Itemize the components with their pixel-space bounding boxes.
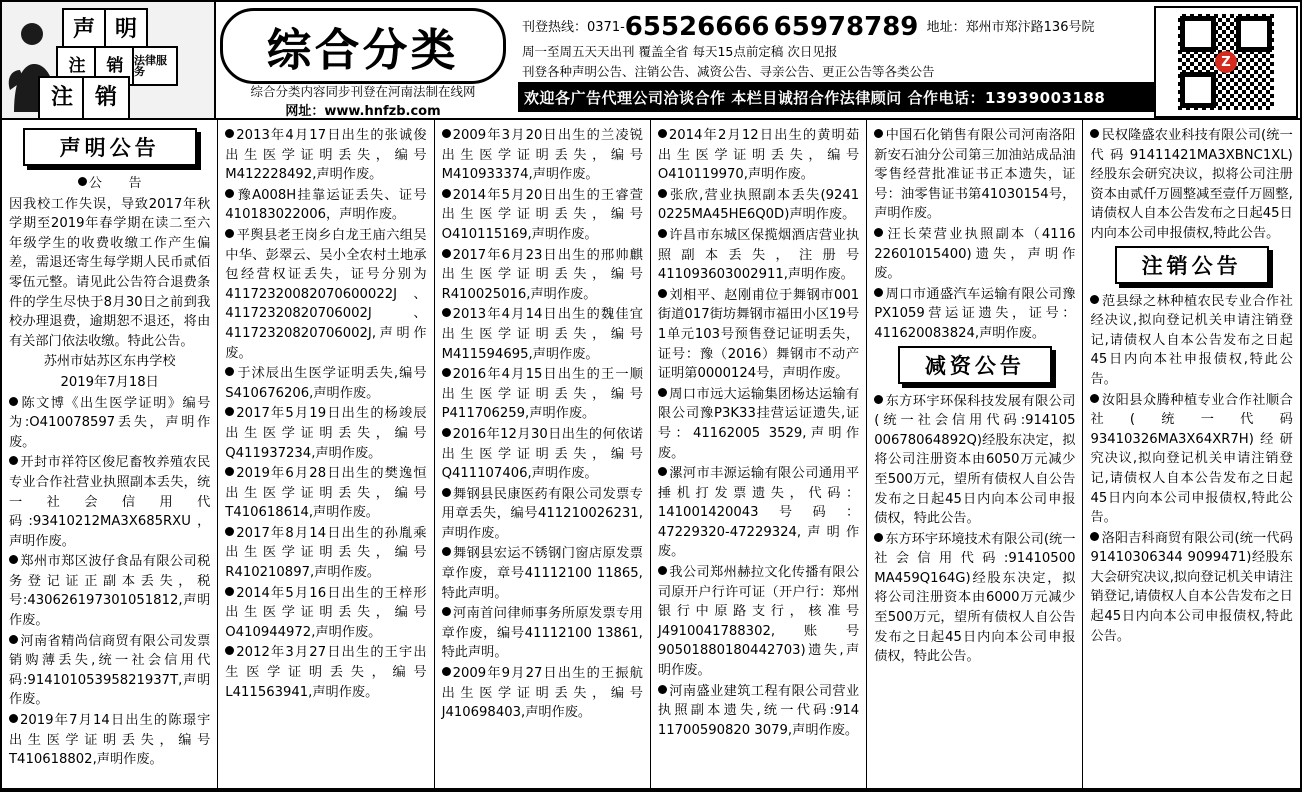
bullet-icon xyxy=(658,229,667,238)
entry-text: 豫A008H挂靠运证丢失、证号410183022006，声明作废。 xyxy=(225,187,427,223)
bullet-icon xyxy=(442,667,451,676)
column-2-entries xyxy=(225,126,426,702)
masthead-cube-2: 明 xyxy=(104,8,148,52)
classified-entry xyxy=(9,632,210,710)
entry-text: 2017年8月14日出生的孙胤乘出生医学证明丢失，编号R410210897,声明作废。 xyxy=(225,525,427,581)
entry-text: 东方环宇环境技术有限公司(统一社会信用代码:91410500 MA459Q164G)经股东决定，拟将公司注册资本由6000万元减少至500万元，望所有债权人自公告发布之日起45日内向本公司申报债权，特此公告。 xyxy=(874,531,1076,665)
classified-entry xyxy=(1090,529,1292,647)
section-heading-capital-reduction xyxy=(898,346,1052,384)
classified-entry xyxy=(658,464,859,562)
bullet-icon xyxy=(658,189,667,198)
classified-entry xyxy=(225,186,426,225)
classified-entry xyxy=(442,544,643,603)
classified-entry xyxy=(658,126,859,185)
entry-text: 周口市远大运输集团杨达运输有限公司豫P3K33挂营运证遗失,证号：41162005 3529,声明作废。 xyxy=(657,386,860,461)
services-text: 刊登各种声明公告、注销公告、减资公告、寻亲公告、更正公告等各类公告 xyxy=(522,64,935,79)
column-6-entries-top xyxy=(1090,126,1292,244)
bullet-icon xyxy=(442,488,451,497)
bullet-icon xyxy=(658,388,667,397)
entry-text: 2019年7月18日 xyxy=(60,374,159,390)
masthead-cube-3: 注 xyxy=(56,46,98,86)
classified-entry xyxy=(225,464,426,523)
classified-entry xyxy=(225,126,426,185)
classified-entry xyxy=(442,425,643,484)
header-website: 网址：www.hnfzb.com xyxy=(285,104,441,119)
entry-text: 周口市通盛汽车运输有限公司豫PX1059营运证遗失，证号：411620083824,声明作废。 xyxy=(874,286,1076,341)
classified-entry xyxy=(1090,126,1292,244)
classified-entry xyxy=(442,485,643,544)
entry-text: 2017年6月23日出生的邢帅麒出生医学证明丢失，编号R410025016,声明作废。 xyxy=(441,247,643,302)
entry-text: 2016年12月30日出生的何依诺出生医学证明丢失，编号Q411107406,声明作废。 xyxy=(441,426,643,482)
bullet-icon xyxy=(225,129,234,138)
classified-entry xyxy=(874,126,1075,224)
column-5 xyxy=(867,120,1083,790)
bullet-icon xyxy=(442,368,451,377)
hotline-row xyxy=(522,12,1142,42)
entry-text: 漯河市丰源运输有限公司通用平捶机打发票遗失，代码：141001420043号码：47229320-47229324,声明作废。 xyxy=(657,466,860,560)
classified-entry xyxy=(658,682,859,741)
classified-entry xyxy=(442,186,643,245)
entry-text: 洛阳吉科商贸有限公司(统一代码91410306344 9099471)经股东大会研究决议,拟向登记机关申请注销登记,请债权人自本公告发布之日起45日内向本公司申报债权,特此公告。 xyxy=(1090,530,1293,644)
entry-text: 河南首问律师事务所原发票专用章作废，编号41112100 13861,特此声明。 xyxy=(441,606,643,661)
hotline-number-2: 65978789 xyxy=(773,12,919,42)
bullet-icon xyxy=(78,177,87,186)
masthead-cube-1: 声 xyxy=(62,8,106,52)
bullet-icon xyxy=(658,289,667,298)
entry-text: 舞钢县宏运不锈钢门窗店原发票章作废，章号41112100 11865,特此声明。 xyxy=(441,546,643,601)
bullet-icon xyxy=(874,288,883,297)
entry-text: 范县绿之林种植农民专业合作社经决议,拟向登记机关申请注销登记,请债权人自本公告发布之日起45日内向本社申报债权,特此公告。 xyxy=(1090,293,1293,387)
classified-columns xyxy=(2,120,1300,790)
column-6-entries-bottom xyxy=(1090,292,1292,647)
classified-entry xyxy=(225,524,426,583)
bullet-icon xyxy=(442,189,451,198)
classified-entry xyxy=(658,286,859,384)
bullet-icon xyxy=(1090,394,1099,403)
classified-entry xyxy=(874,530,1075,667)
bullet-icon xyxy=(9,714,18,723)
bullet-icon xyxy=(9,555,18,564)
column-1 xyxy=(2,120,218,790)
entry-text: 公 告 xyxy=(88,176,142,191)
bullet-icon xyxy=(9,397,18,406)
column-1-entries xyxy=(9,174,210,770)
classified-entry xyxy=(1090,292,1292,390)
classified-entry xyxy=(225,404,426,463)
classified-entry xyxy=(225,226,426,363)
classified-entry xyxy=(9,711,210,770)
entry-text: 许昌市东城区保揽烟酒店营业执照副本丢失，注册号411093603002911,声明作废。 xyxy=(657,227,860,283)
classified-entry xyxy=(658,186,859,225)
section-heading-label: 声明公告 xyxy=(59,136,160,160)
bullet-icon xyxy=(9,635,18,644)
bullet-icon xyxy=(225,407,234,416)
entry-text: 2012年3月27日出生的王宇出生医学证明丢失，编号L411563941,声明作废。 xyxy=(225,645,427,700)
bullet-icon xyxy=(9,456,18,465)
entry-text: 刘相平、赵刚甫位于舞钢市001街道017街坊舞钢市福田小区19号1单元103号预售登记证明丢失，证号：豫（2016）舞钢市不动产证明第0000124号，声明作废。 xyxy=(657,287,860,382)
column-3 xyxy=(435,120,651,790)
bullet-icon xyxy=(442,308,451,317)
entry-text: 2014年5月16日出生的王梓形出生医学证明丢失，编号O410944972,声明作废。 xyxy=(225,585,427,640)
classified-entry xyxy=(442,126,643,185)
column-4-entries xyxy=(658,126,859,740)
entry-text: 开封市祥符区俊尼畜牧养殖农民专业合作社营业执照副本丢失，统一社会信用代码:93410212MA3X685RXU，声明作废。 xyxy=(9,455,211,549)
classified-entry xyxy=(442,664,643,723)
column-5-entries-top xyxy=(874,126,1075,344)
bullet-icon xyxy=(442,607,451,616)
bullet-icon xyxy=(1090,129,1099,138)
page-header xyxy=(2,2,1300,120)
entry-text: 舞钢县民康医药有限公司发票专用章丢失，编号411210026231,声明作废。 xyxy=(441,486,643,541)
qr-corner-icon xyxy=(1180,72,1216,108)
bullet-icon xyxy=(1090,295,1099,304)
entry-text: 因我校工作失误，导致2017年秋学期至2019年春学期在读二至六年级学生的收费收缴工作产生偏差，需退还寄生每学期人民币贰佰零伍元整。请见此公告符合退费条件的学生尽快于8月30日之前到我校办理退费，逾期恕不退还，将由有关部门依法收缴。特此公告。 xyxy=(9,196,211,349)
header-subtitle: 综合分类内容同步刊登在河南法制在线网 xyxy=(250,84,476,99)
entry-text: 2013年4月17日出生的张诚俊出生医学证明丢失，编号M412228492,声明作废。 xyxy=(225,128,427,183)
section-heading-declaration xyxy=(23,128,197,166)
bullet-icon xyxy=(225,527,234,536)
masthead-cube-4: 销 xyxy=(94,46,136,86)
bullet-icon xyxy=(225,229,234,238)
bullet-icon xyxy=(225,367,234,376)
hotline-number-1: 65526666 xyxy=(624,12,770,42)
entry-text: 民权隆盛农业科技有限公司(统一代码91411421MA3XBNC1XL)经股东会研究决议，拟将公司注册资本由贰仟万圆整减至壹仟万圆整,请债权人自本公告发布之日起45日内向本公司申报债权,特此公告。 xyxy=(1090,128,1293,241)
classified-entry xyxy=(9,453,210,551)
bullet-icon xyxy=(442,129,451,138)
entry-text: 郑州市郑区波仔食品有限公司税务登记证正副本丢失，税号:430626197301051812,声明作废。 xyxy=(9,554,211,629)
classified-entry xyxy=(442,305,643,364)
entry-text: 2019年7月14日出生的陈璟宇出生医学证明丢失，编号T410618802,声明作废。 xyxy=(9,713,211,768)
classified-entry xyxy=(658,385,859,463)
classified-entry xyxy=(225,584,426,643)
masthead-cube-7: 销 xyxy=(82,76,130,118)
bullet-icon xyxy=(874,395,883,404)
entry-text: 张欣,营业执照副本丢失(9241 0225MA45HE6Q0D)声明作废。 xyxy=(657,187,860,223)
bullet-icon xyxy=(442,249,451,258)
classified-entry xyxy=(658,226,859,285)
classified-entry xyxy=(874,392,1075,529)
entry-text: 2019年6月28日出生的樊逸恒出生医学证明丢失，编号T410618614,声明作废。 xyxy=(225,466,427,521)
address-text: 地址：郑州市郑汴路136号院 xyxy=(926,20,1095,35)
classified-entry xyxy=(442,246,643,305)
column-5-entries-bottom xyxy=(874,392,1075,667)
classified-entry xyxy=(9,552,210,630)
bullet-icon xyxy=(225,587,234,596)
classified-entry xyxy=(1090,391,1292,528)
classified-entry xyxy=(874,225,1075,284)
entry-text: 汪长荣营业执照副本（4116 22601015400)遗失，声明作废。 xyxy=(874,226,1076,282)
entry-text: 2014年5月20日出生的王睿萱出生医学证明丢失，编号O410115169,声明作废。 xyxy=(441,187,643,242)
column-6 xyxy=(1083,120,1299,790)
entry-text: 平舆县老王岗乡白龙王庙六组吴中华、彭翠云、吴小全农村土地承包经营权证丢失，证号分别为41172320082070600022J、41172320820706002J、41172320820706002J,声明作废。 xyxy=(225,227,427,361)
classified-entry xyxy=(874,285,1075,344)
entry-text: 河南省精尚信商贸有限公司发票销购薄丢失,统一社会信用代码:91410105395821937T,声明作废。 xyxy=(9,633,211,708)
classified-entry xyxy=(658,563,859,681)
qr-code-icon xyxy=(1178,14,1274,110)
bullet-icon xyxy=(658,566,667,575)
masthead-cube-6: 注 xyxy=(38,76,86,118)
entry-text: 2014年2月12日出生的黄明茹出生医学证明丢失，编号O410119970,声明作废。 xyxy=(657,128,860,183)
entry-text: 2009年3月20日出生的兰凌锐出生医学证明丢失，编号M410933374,声明作废。 xyxy=(441,128,643,183)
entry-text: 中国石化销售有限公司河南洛阳新安石油分公司第三加油站成品油零售经营批准证书正本遗失，证号：油零售证书第41030154号，声明作废。 xyxy=(874,128,1076,222)
entry-text: 2009年9月27日出生的王振航出生医学证明丢失，编号J410698403,声明作废。 xyxy=(441,666,643,721)
section-heading-label: 注销公告 xyxy=(1141,253,1242,278)
entry-text: 2013年4月14日出生的魏佳宜出生医学证明丢失，编号M411594695,声明作废。 xyxy=(441,307,643,362)
classified-entry xyxy=(225,643,426,702)
entry-text: 东方环宇环保科技发展有限公司(统一社会信用代码:914105 00678064892Q)经股东决定，拟将公司注册资本由6050万元减少至500万元，望所有债权人自公告发布之日起45日内向本公司申报债权，特此公告。 xyxy=(874,393,1076,527)
bullet-icon xyxy=(225,646,234,655)
entry-text: 2017年5月19日出生的杨竣辰出生医学证明丢失，编号Q411937234,声明作废。 xyxy=(225,406,427,461)
page-bottom-rule xyxy=(2,788,1300,790)
bullet-icon xyxy=(874,129,883,138)
masthead-logo xyxy=(2,2,216,118)
entry-text: 我公司郑州赫拉文化传播有限公司原开户行许可证（开户行：郑州银行中原路支行，核准号J4910041788302,账号90501880180442703)遗失,声明作废。 xyxy=(657,565,860,679)
section-heading-label: 减资公告 xyxy=(924,353,1025,378)
qr-code-box[interactable] xyxy=(1154,6,1298,118)
entry-text: 汝阳县众腾种植专业合作社顺合社(统一代码93410326MA3X64XR7H)经研究决议,拟向登记机关申请注销登记,请债权人自本公告发布之日起45日内向本公司申报债权,特此公告。 xyxy=(1090,392,1293,526)
entry-text: 河南盛业建筑工程有限公司营业执照副本遗失,统一代码:914 11700590820 3079,声明作废。 xyxy=(657,683,860,738)
masthead-cube-5: 法律服务 xyxy=(132,46,178,86)
bullet-icon xyxy=(658,685,667,694)
classified-entry xyxy=(9,394,210,453)
bullet-icon xyxy=(225,467,234,476)
bullet-icon xyxy=(442,428,451,437)
column-3-entries xyxy=(442,126,643,723)
bullet-icon xyxy=(225,189,234,198)
entry-text: 陈文博《出生医学证明》编号为:O410078597丢失，声明作废。 xyxy=(9,395,211,450)
bullet-icon xyxy=(442,547,451,556)
column-2 xyxy=(218,120,434,790)
bullet-icon xyxy=(874,228,883,237)
classified-entry xyxy=(442,365,643,424)
qr-logo-icon: Z xyxy=(1215,51,1237,73)
cooperation-banner: 欢迎各广告代理公司洽谈合作 本栏目诚招合作法律顾问 合作电话：13939003188 xyxy=(518,82,1158,112)
entry-text: 于沭辰出生医学证明丢失,编号S410676206,声明作废。 xyxy=(225,366,427,401)
classified-entry xyxy=(442,604,643,663)
bullet-icon xyxy=(658,467,667,476)
classified-entry xyxy=(9,174,210,194)
page-title: 综合分类 xyxy=(267,25,459,76)
entry-text: 苏州市姑苏区东冉学校 xyxy=(43,354,176,370)
bullet-icon xyxy=(1090,532,1099,541)
header-info xyxy=(522,6,1142,116)
bullet-icon xyxy=(658,129,667,138)
entry-text: 2016年4月15日出生的王一顺出生医学证明丢失，编号P411706259,声明作废。 xyxy=(441,367,643,422)
classified-entry xyxy=(9,352,210,372)
section-heading-cancellation xyxy=(1115,246,1269,284)
bullet-icon xyxy=(874,533,883,542)
classified-entry xyxy=(225,364,426,403)
classified-entry xyxy=(9,195,210,352)
schedule-text: 周一至周五天天出刊 覆盖全省 每天15点前定稿 次日见报 xyxy=(522,44,838,59)
hotline-label: 刊登热线：0371- xyxy=(522,20,625,35)
section-title-box xyxy=(220,8,506,84)
column-4 xyxy=(651,120,867,790)
classified-entry xyxy=(9,373,210,393)
